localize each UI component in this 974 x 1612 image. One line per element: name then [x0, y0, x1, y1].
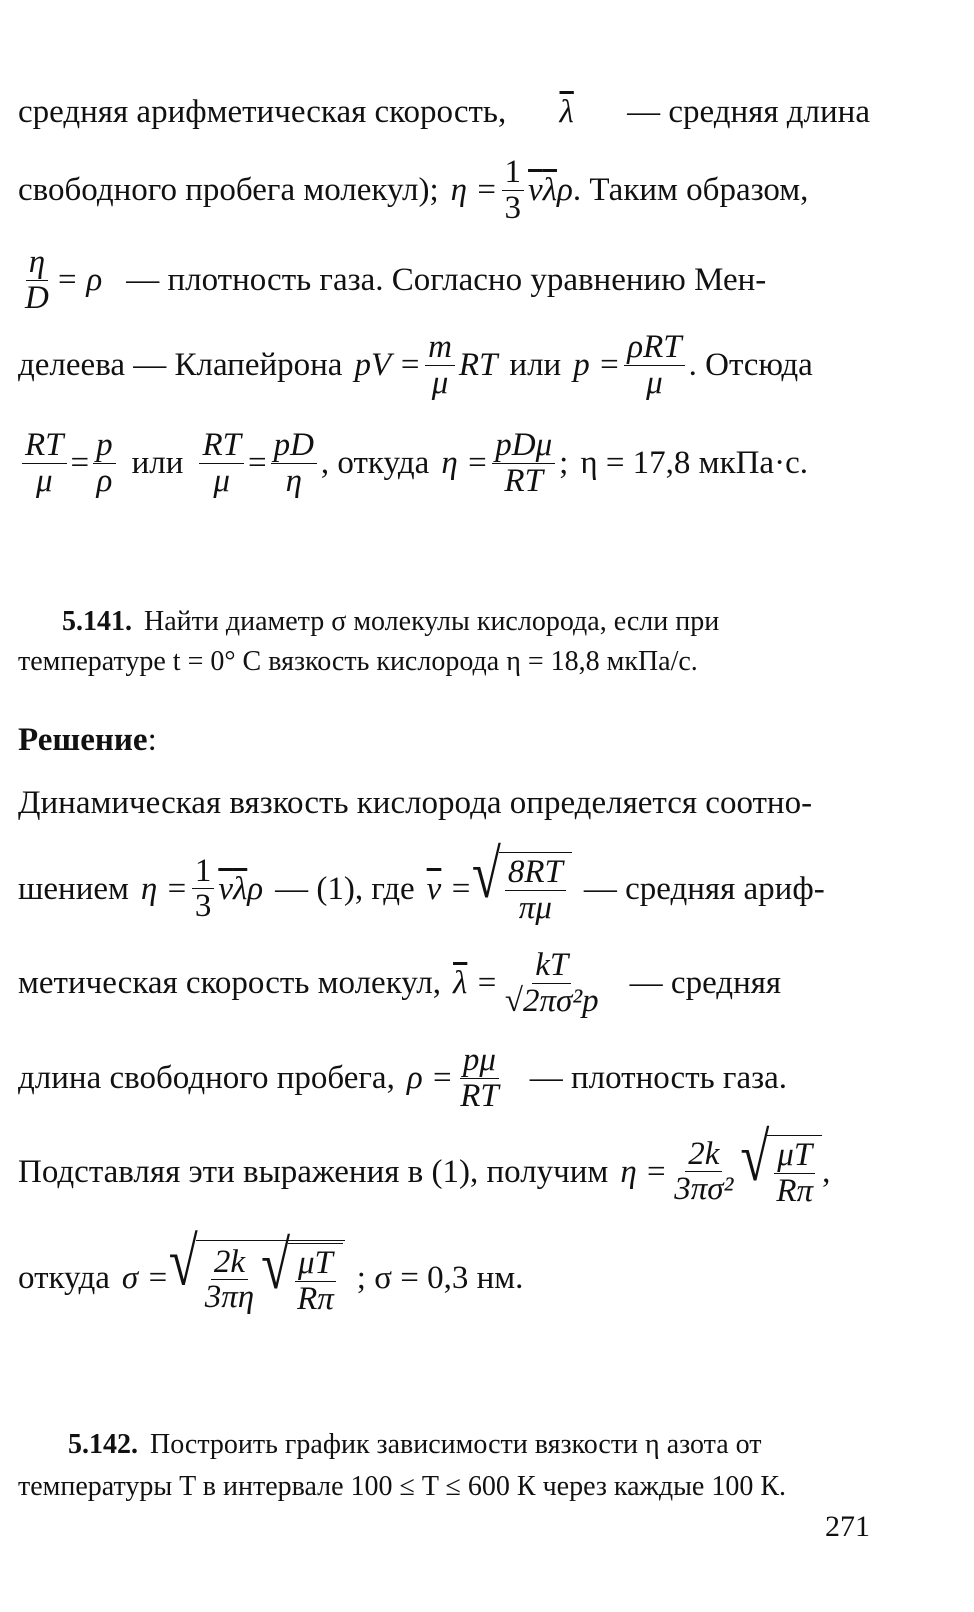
text-span: ; σ = 0,3 нм. — [356, 1260, 524, 1297]
text-span: . Отсюда — [688, 347, 813, 384]
fraction: $\frac{1}{3}$ — [192, 854, 215, 924]
text-span: — средняя длина — [627, 94, 870, 130]
formula: p = — [573, 347, 621, 384]
fraction: $\frac{p\mu}{RT}$ — [460, 1042, 499, 1114]
text-line: метическая скорость молекул, $\overline{\lambda}$ = $\frac{kT}{\text{√2πσ²p}}$ — средняя — [18, 947, 782, 1019]
fraction: $\frac{2k}{\text{3πσ²}}$ — [674, 1135, 734, 1208]
formula: = ρ — [55, 262, 103, 299]
text-span: откуда — [18, 1260, 110, 1297]
text-line: откуда σ = √ $\frac{2k}{3\pi\eta}$ √ $\frac{\mu T}{R\pi}$ ; σ = 0,3 нм. — [18, 1224, 524, 1317]
text-line: длина свободного пробега, ρ = $\frac{p\mu}{RT}$ — плотность газа. — [18, 1042, 788, 1114]
fraction: $\frac{RT}{\mu}$ — [199, 428, 244, 498]
text-span: ; — [559, 445, 569, 482]
text-span: длина свободного пробега, — [18, 1060, 395, 1097]
text-line — [18, 783, 870, 823]
text-span: — плотность газа. Согласно уравнению Мен- — [126, 262, 767, 299]
problem-number: 5.141. — [62, 606, 132, 637]
formula: pV = — [354, 347, 422, 384]
text-line: $\frac{RT}{\mu}$ = $\frac{p}{\rho}$ или $\frac{RT}{\mu}$ = $\frac{pD}{\eta}$ , откуда η = $\frac{\text{pDμ}}{RT}$ ; η = 17,8 мкПа·с. — [18, 428, 870, 498]
sqrt-expression: √ $\frac{8RT}{\pi\mu}$ — [472, 852, 572, 925]
page-number: 271 — [825, 1510, 870, 1543]
fraction: $\frac{\eta}{D}$ — [25, 244, 49, 316]
text-span: или — [131, 445, 184, 482]
formula: $\overline{v}\overline{\lambda}\rho$ — [528, 172, 573, 209]
fraction: $\frac{p}{\rho}$ — [93, 428, 116, 498]
text-span: — средняя — [629, 965, 782, 1002]
problem-line — [18, 645, 870, 679]
text-span: , — [822, 1153, 831, 1190]
text-span: — средняя ариф- — [583, 870, 825, 907]
fraction: $\frac{kT}{\text{√2πσ²p}}$ — [504, 947, 599, 1019]
text-line — [18, 245, 870, 315]
text-line — [18, 155, 870, 225]
text-line — [18, 92, 870, 132]
sqrt-expression: √ $\frac{\mu T}{R\pi}$ — [740, 1135, 822, 1208]
problem-number: 5.142. — [68, 1429, 138, 1460]
text-span: . Таким образом, — [572, 172, 809, 209]
fraction: $\frac{\text{ρRT}}{\mu}$ — [624, 330, 684, 400]
text-span: Построить график зависимости вязкости η азота от — [150, 1429, 762, 1460]
fraction: $\frac{pD}{\eta}$ — [271, 428, 317, 498]
text-span: — (1), где — [275, 870, 415, 907]
text-span: — плотность газа. — [529, 1060, 788, 1097]
text-span: , откуда — [320, 445, 430, 482]
problem-line — [18, 1470, 870, 1504]
lambda-symbol: $\overline{\lambda}$ — [559, 94, 574, 130]
text-span: свободного пробега молекул); — [18, 172, 439, 209]
text-line — [18, 330, 870, 400]
fraction: $\frac{RT}{\mu}$ — [22, 428, 67, 498]
text-span: η = 17,8 мкПа·с. — [580, 445, 808, 482]
text-span: средняя арифметическая скорость, — [18, 94, 507, 130]
text-line: Подставляя эти выражения в (1), получим η = $\frac{2k}{\text{3πσ²}}$ √ $\frac{\mu T}{R\pi}$ , — [18, 1120, 831, 1209]
fraction: $\frac{m}{\mu}$ — [425, 330, 455, 400]
fraction: $\frac{1}{3}$ — [502, 155, 525, 225]
problem-line — [62, 605, 870, 639]
solution-heading: Решение: — [18, 722, 157, 758]
formula: η = — [450, 172, 498, 209]
text-span: делеева — Клапейрона — [18, 347, 343, 384]
text-span: или — [509, 347, 562, 384]
formula: RT — [458, 347, 498, 384]
text-span: шением — [18, 870, 129, 907]
text-line: шением η = $\frac{1}{3}$ $\overline{v}\overline{\lambda}\rho$ — (1), где $\overline{v}$ = √ $\frac{8RT}{\pi\mu}$ — средняя ариф- — [18, 837, 825, 926]
sqrt-expression: √ $\frac{2k}{3\pi\eta}$ √ $\frac{\mu T}{R\pi}$ — [169, 1240, 345, 1316]
fraction: $\frac{\text{pDμ}}{RT}$ — [492, 428, 555, 498]
text-span: Найти диаметр σ молекулы кислорода, если при — [144, 606, 720, 637]
text-span: Динамическая вязкость кислорода определяется соотно- — [18, 785, 813, 821]
text-span: температуры T в интервале 100 ≤ T ≤ 600 К через каждые 100 К. — [18, 1471, 787, 1502]
text-span: температуре t = 0° C вязкость кислорода η = 18,8 мкПа/с. — [18, 646, 698, 677]
text-span: метическая скорость молекул, — [18, 965, 442, 1002]
problem-line — [68, 1428, 870, 1462]
text-span: Подставляя эти выражения в (1), получим — [18, 1153, 609, 1190]
